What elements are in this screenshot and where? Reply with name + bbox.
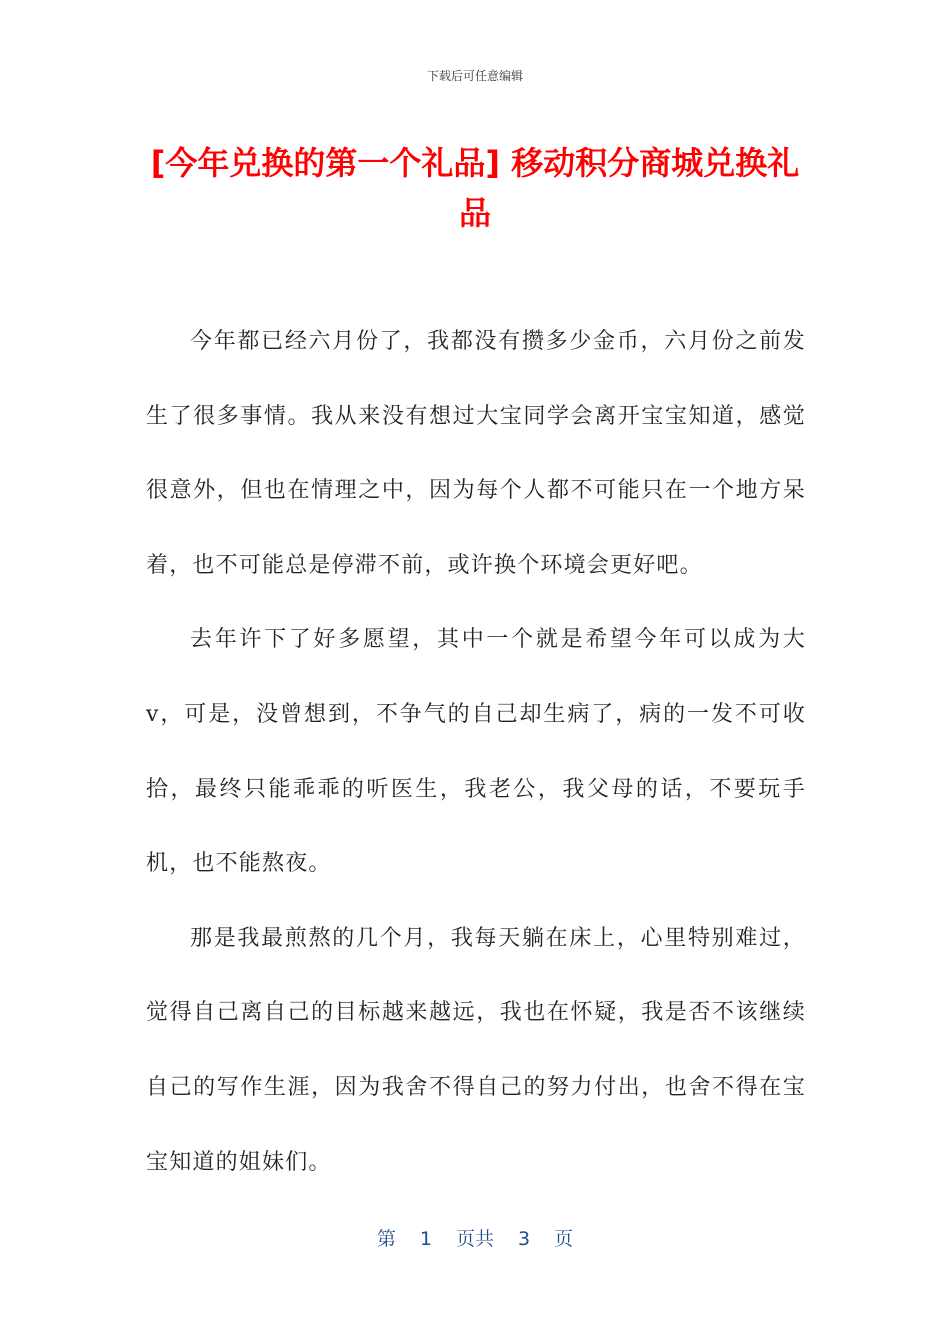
page-middle-text: 页共 [455,1228,494,1250]
paragraph-1: 今年都已经六月份了，我都没有攒多少金币，六月份之前发生了很多事情。我从来没有想过大宝同学会离开宝宝知道，感觉很意外，但也在情理之中，因为每个人都不可能只在一个地方呆着，也不可能总是停滞不前，或许换个环境会更好吧。 [146,329,806,578]
paragraph-3: 那是我最煎熬的几个月，我每天躺在床上，心里特别难过，觉得自己离自己的目标越来越远，我也在怀疑，我是否不该继续自己的写作生涯，因为我舍不得自己的努力付出，也舍不得在宝宝知道的姐妹们。 [146,925,806,1175]
page-suffix: 页 [554,1228,574,1250]
total-pages-number: 3 [518,1228,531,1250]
page-footer [0,1224,950,1251]
header-note: 下载后可任意编辑 [426,69,523,83]
paragraph-2: 去年许下了好多愿望，其中一个就是希望今年可以成为大v，可是，没曾想到，不争气的自己却生病了，病的一发不可收拾，最终只能乖乖的听医生，我老公，我父母的话，不要玩手机，也不能熬夜。 [146,627,806,877]
document-title: [今年兑换的第一个礼品] 移动积分商城兑换礼品 [150,144,800,232]
current-page-number: 1 [419,1228,432,1250]
document-body [146,305,806,1200]
page-prefix: 第 [376,1228,396,1250]
